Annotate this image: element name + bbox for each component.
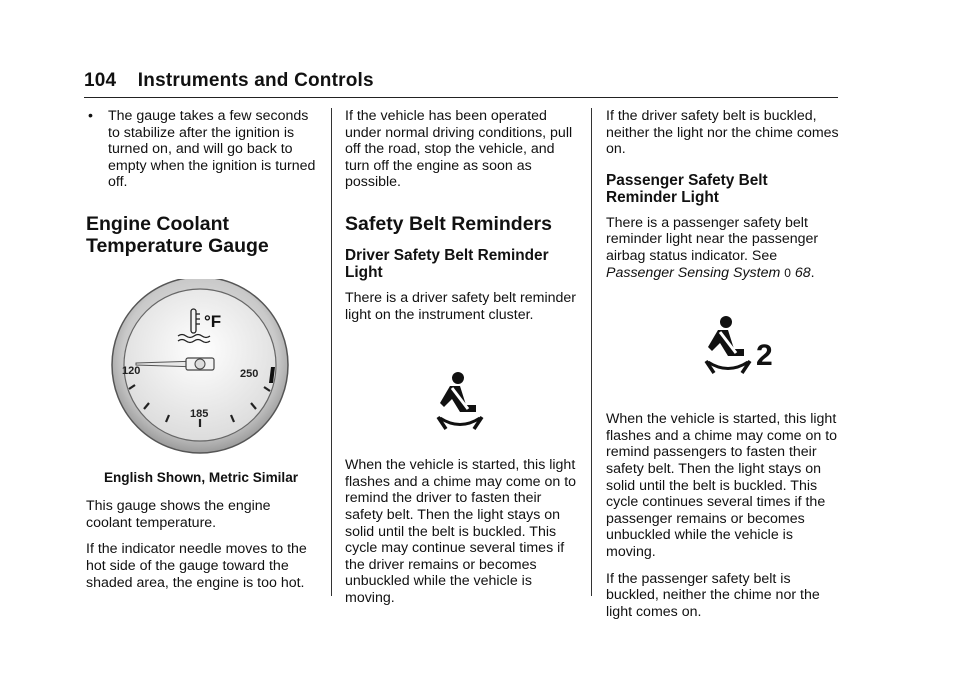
page-header xyxy=(84,70,374,92)
coolant-gauge-figure xyxy=(86,279,316,486)
bullet-item xyxy=(86,108,316,191)
driver-belt-subheading: Driver Safety Belt Reminder Light xyxy=(345,246,549,282)
page-ref-symbol: 0 xyxy=(784,265,791,280)
coolant-gauge-illustration xyxy=(86,279,316,459)
driver-belt-description: There is a driver safety belt reminder light on the instrument cluster. xyxy=(345,289,577,323)
safety-belt-reminders-heading: Safety Belt Reminders xyxy=(345,212,552,235)
sentence-end: . xyxy=(810,264,815,281)
passenger-belt-behavior: When the vehicle is started, this light flashes and a chime may come on to remind passengers to fasten their safety belt. Then the light stays on solid until the belt is buckled. This cycle continues several times if the passenger remains or becomes unbuckled while the vehicle is moving. xyxy=(606,411,838,560)
engine-coolant-heading: Engine Coolant Temperature Gauge xyxy=(86,212,269,257)
passenger-belt-buckled-note: If the passenger safety belt is buckled, neither the chime nor the light comes on. xyxy=(606,570,820,620)
header-rule xyxy=(84,97,838,98)
driver-belt-buckled-note: If the driver safety belt is buckled, neither the light nor the chime comes on. xyxy=(606,108,839,158)
page-ref-number[interactable]: 68 xyxy=(794,264,811,281)
gauge-unit: °F xyxy=(204,311,222,331)
passenger-belt-text: There is a passenger safety belt reminder light near the passenger airbag status indicator. See xyxy=(606,214,819,264)
gauge-label-low: 120 xyxy=(122,364,141,377)
passenger-number-badge: 2 xyxy=(756,339,773,373)
gauge-label-mid: 185 xyxy=(190,407,209,420)
seatbelt-icon xyxy=(430,371,490,431)
passenger-seatbelt-icon xyxy=(698,315,758,375)
section-title: Instruments and Controls xyxy=(137,70,374,91)
overheat-instructions: If the vehicle has been operated under normal driving conditions, pull off the road, stop the vehicle, and turn off the engine as soon as possible. xyxy=(345,108,573,191)
column-divider-1 xyxy=(331,108,332,596)
column-2 xyxy=(345,108,581,617)
overheat-warning: If the indicator needle moves to the hot side of the gauge toward the shaded area, the engine is too hot. xyxy=(86,541,307,591)
bullet-mark: • xyxy=(88,108,93,124)
gauge-caption: English Shown, Metric Similar xyxy=(103,469,299,485)
column-1 xyxy=(86,108,316,601)
passenger-belt-icon-figure xyxy=(606,291,842,411)
gauge-description: This gauge shows the engine coolant temperature. xyxy=(86,498,271,531)
column-divider-2 xyxy=(591,108,592,596)
driver-belt-icon-figure xyxy=(345,333,581,457)
column-3 xyxy=(606,108,842,630)
driver-belt-behavior: When the vehicle is started, this light flashes and a chime may come on to remind the driver to fasten their safety belt. Then the light stays on solid until the belt is buckled. This cycle may continue several times if the driver remains or becomes unbuckled while the vehicle is moving. xyxy=(345,457,577,606)
passenger-sensing-link[interactable]: Passenger Sensing System xyxy=(606,264,781,281)
passenger-belt-subheading: Passenger Safety Belt Reminder Light xyxy=(606,171,768,207)
passenger-belt-description xyxy=(606,215,842,281)
gauge-label-high: 250 xyxy=(240,367,259,380)
page-number: 104 xyxy=(84,70,117,91)
bullet-text: The gauge takes a few seconds to stabilize after the ignition is turned on, and will go back to empty when the ignition is turned off. xyxy=(108,108,316,191)
